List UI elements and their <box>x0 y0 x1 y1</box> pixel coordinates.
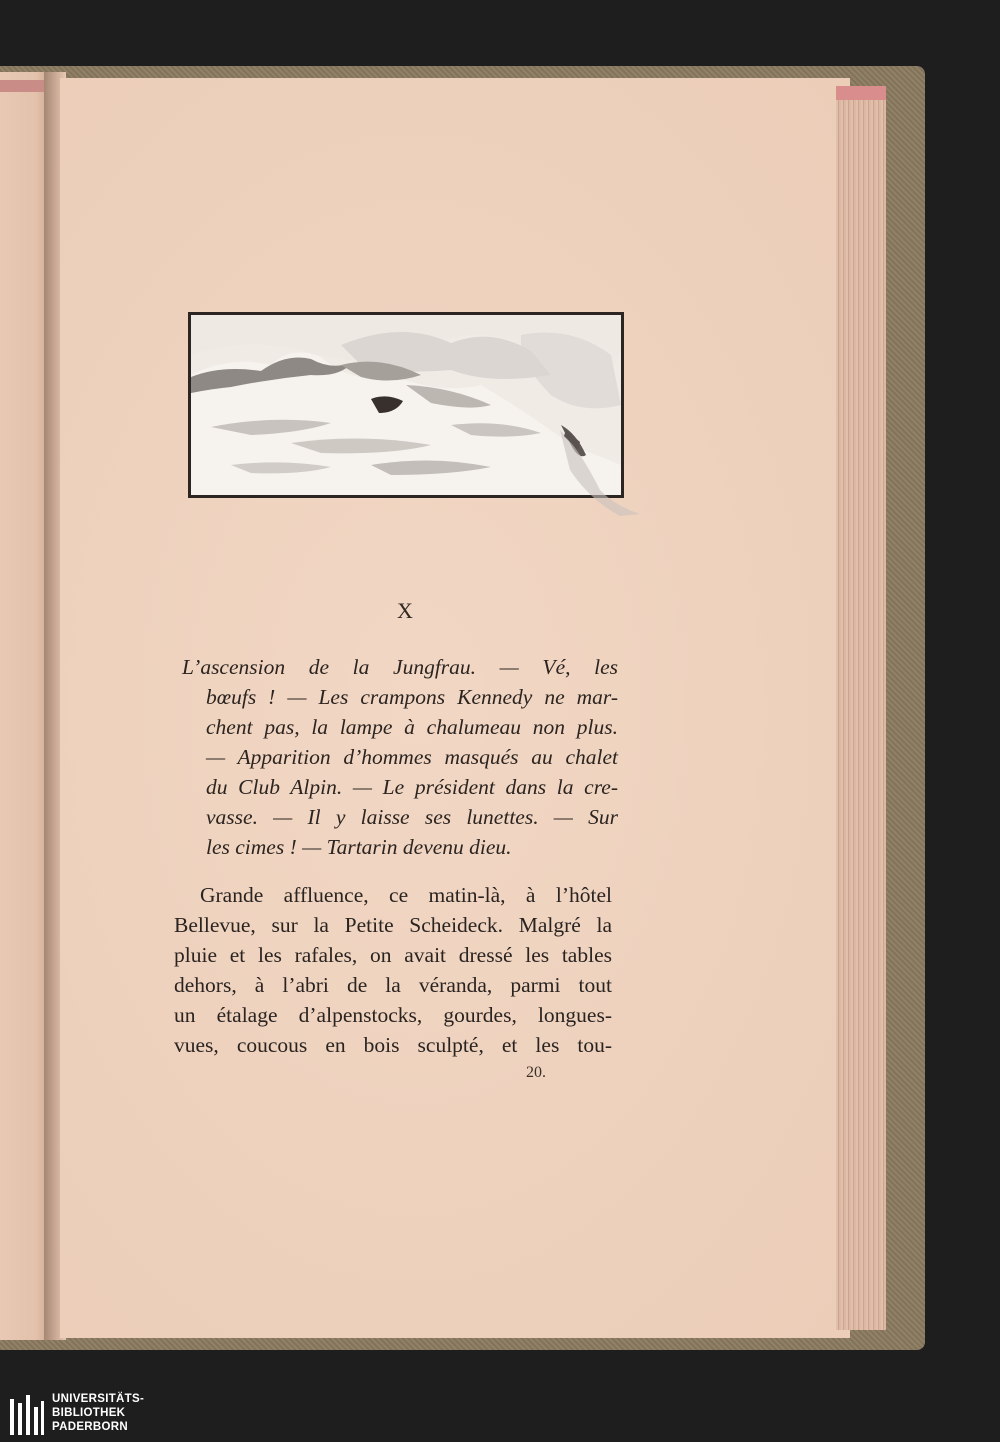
library-logo-line: BIBLIOTHEK <box>52 1407 126 1419</box>
signature-mark: 20. <box>526 1064 546 1081</box>
summary-line: bœufs ! — Les crampons Kennedy ne mar- <box>206 685 618 709</box>
library-logo-text <box>52 1392 144 1434</box>
library-logo-line: PADERBORN <box>52 1421 128 1433</box>
body-line: pluie et les rafales, on avait dressé les tables <box>174 943 612 967</box>
left-page-red-edge <box>0 80 44 92</box>
summary-line: du Club Alpin. — Le président dans la cre- <box>206 775 618 799</box>
summary-line: — Apparition d’hommes masqués au chalet <box>206 745 618 769</box>
body-line: Grande affluence, ce matin-là, à l’hôtel <box>200 883 612 907</box>
library-logo-line: UNIVERSITÄTS- <box>52 1393 145 1405</box>
chapter-body-text <box>174 880 612 1060</box>
page-top-red-edge <box>836 86 886 100</box>
library-bars-icon <box>8 1393 46 1437</box>
summary-line: vasse. — Il y laisse ses lunettes. — Sur <box>206 805 618 829</box>
mountain-illustration <box>188 312 624 498</box>
body-line: vues, coucous en bois sculpté, et les tou- <box>174 1033 612 1057</box>
body-line: Bellevue, sur la Petite Scheideck. Malgré la <box>174 913 612 937</box>
illustration-overflow-snow <box>560 430 640 516</box>
summary-line: chent pas, la lampe à chalumeau non plus. <box>206 715 618 739</box>
summary-line: L’ascension de la Jungfrau. — Vé, les <box>182 655 618 679</box>
chapter-summary <box>182 652 618 862</box>
body-line: un étalage d’alpenstocks, gourdes, longues- <box>174 1003 612 1027</box>
chapter-number: X <box>397 598 413 623</box>
summary-line: les cimes ! — Tartarin devenu dieu. <box>206 835 512 859</box>
page-stack-edges <box>836 100 886 1330</box>
body-line: dehors, à l’abri de la véranda, parmi tout <box>174 973 612 997</box>
library-footer <box>0 1390 1000 1440</box>
